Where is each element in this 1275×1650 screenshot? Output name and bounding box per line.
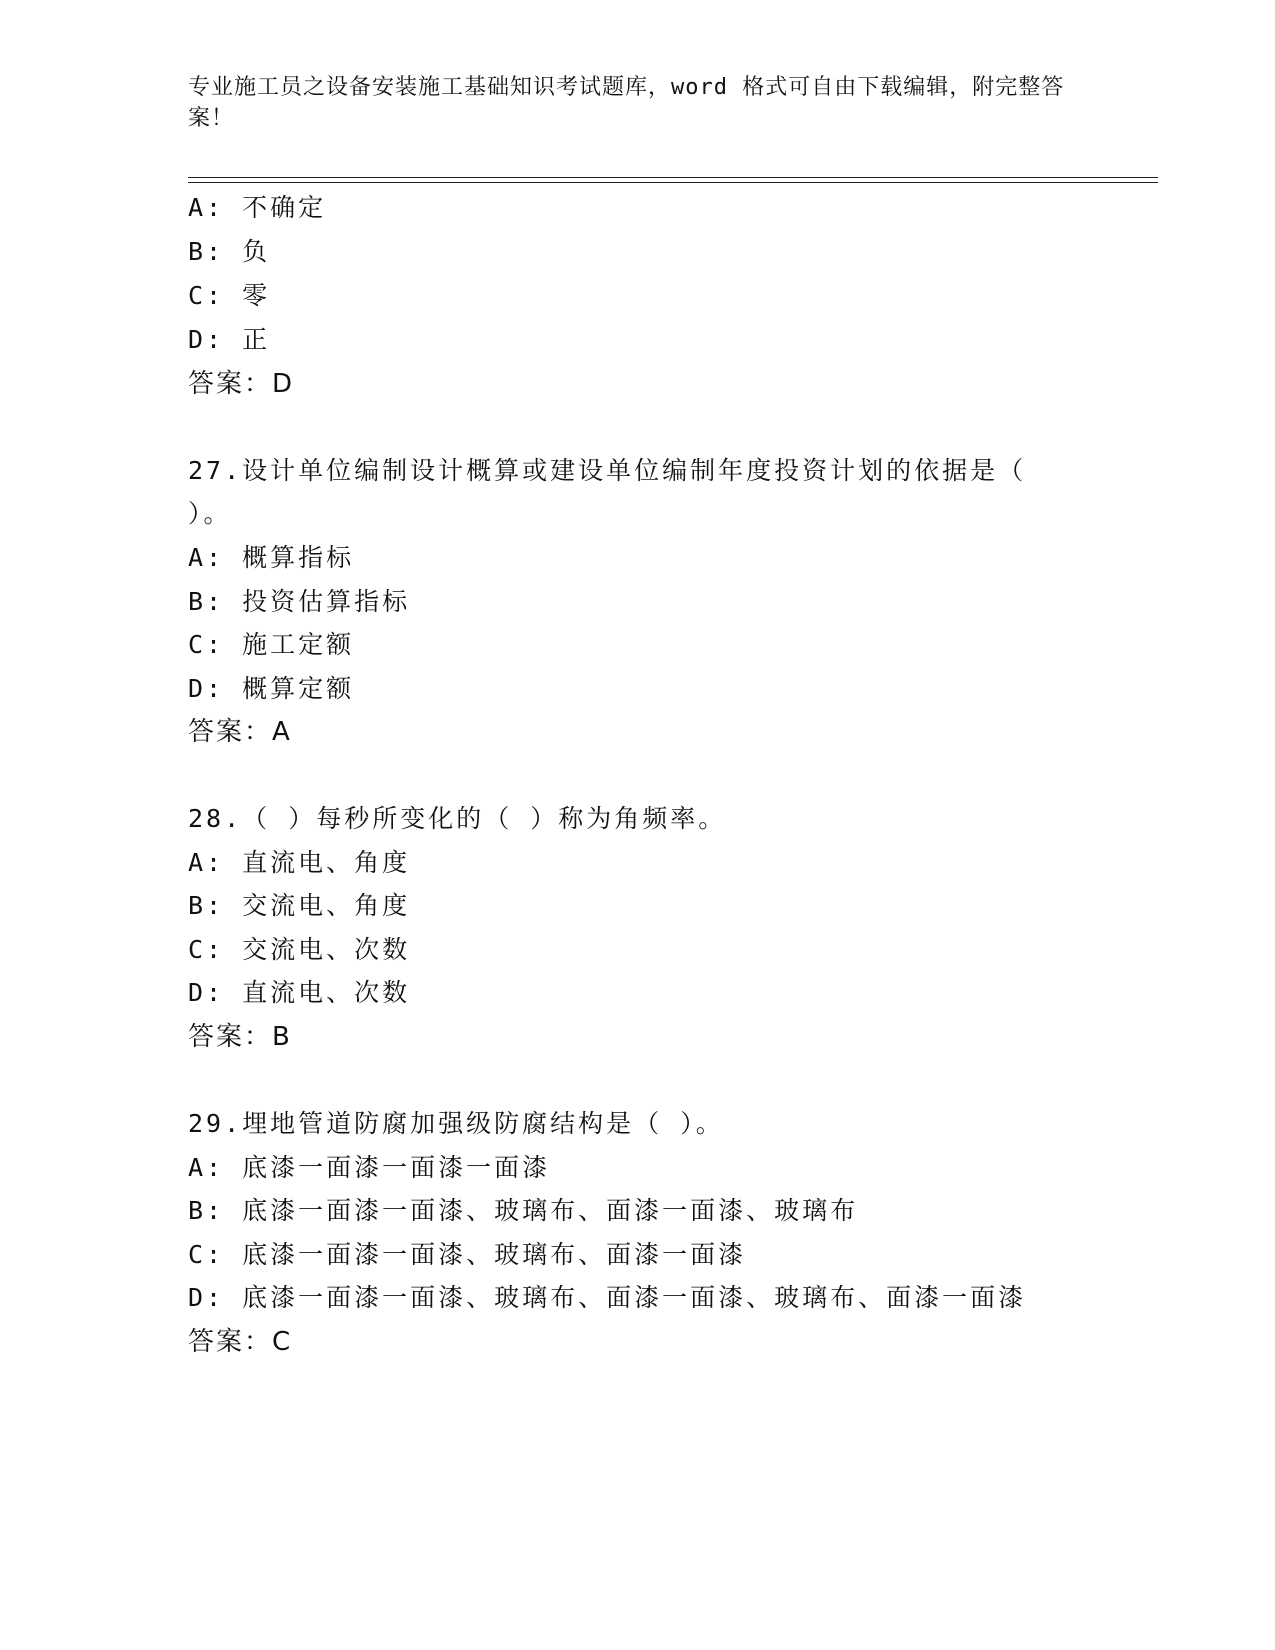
- option-b: B: 底漆一面漆一面漆、玻璃布、面漆一面漆、玻璃布: [188, 1196, 859, 1225]
- question-28-stem: 28.（ ）每秒所变化的（ ）称为角频率。: [188, 804, 727, 833]
- option-b: B: 交流电、角度: [188, 891, 411, 920]
- option-b: B: 投资估算指标: [188, 587, 411, 616]
- question-27-stem: 27.设计单位编制设计概算或建设单位编制年度投资计划的依据是（: [188, 456, 1027, 485]
- document-header: 专业施工员之设备安装施工基础知识考试题库，word 格式可自由下载编辑，附完整答案！: [188, 75, 1065, 131]
- option-c: C: 零: [188, 281, 271, 310]
- option-a: A: 不确定: [188, 193, 327, 222]
- option-c: C: 交流电、次数: [188, 935, 411, 964]
- option-d: D: 直流电、次数: [188, 978, 411, 1007]
- question-29-stem: 29.埋地管道防腐加强级防腐结构是（ ）。: [188, 1109, 724, 1138]
- answer-line: 答案：B: [188, 1022, 292, 1052]
- option-d: D: 底漆一面漆一面漆、玻璃布、面漆一面漆、玻璃布、面漆一面漆: [188, 1283, 1027, 1312]
- answer-line: 答案：A: [188, 717, 292, 747]
- answer-line: 答案：D: [188, 369, 295, 399]
- option-d: D: 概算定额: [188, 674, 355, 703]
- answer-line: 答案：C: [188, 1327, 293, 1357]
- option-d: D: 正: [188, 325, 271, 354]
- option-c: C: 施工定额: [188, 630, 355, 659]
- header-divider-top: [188, 177, 1158, 178]
- option-a: A: 底漆一面漆一面漆一面漆: [188, 1153, 551, 1182]
- header-divider-bottom: [188, 182, 1158, 183]
- option-a: A: 直流电、角度: [188, 848, 411, 877]
- option-a: A: 概算指标: [188, 543, 355, 572]
- option-b: B: 负: [188, 237, 271, 266]
- question-27-stem-cont: ）。: [188, 499, 232, 528]
- option-c: C: 底漆一面漆一面漆、玻璃布、面漆一面漆: [188, 1240, 747, 1269]
